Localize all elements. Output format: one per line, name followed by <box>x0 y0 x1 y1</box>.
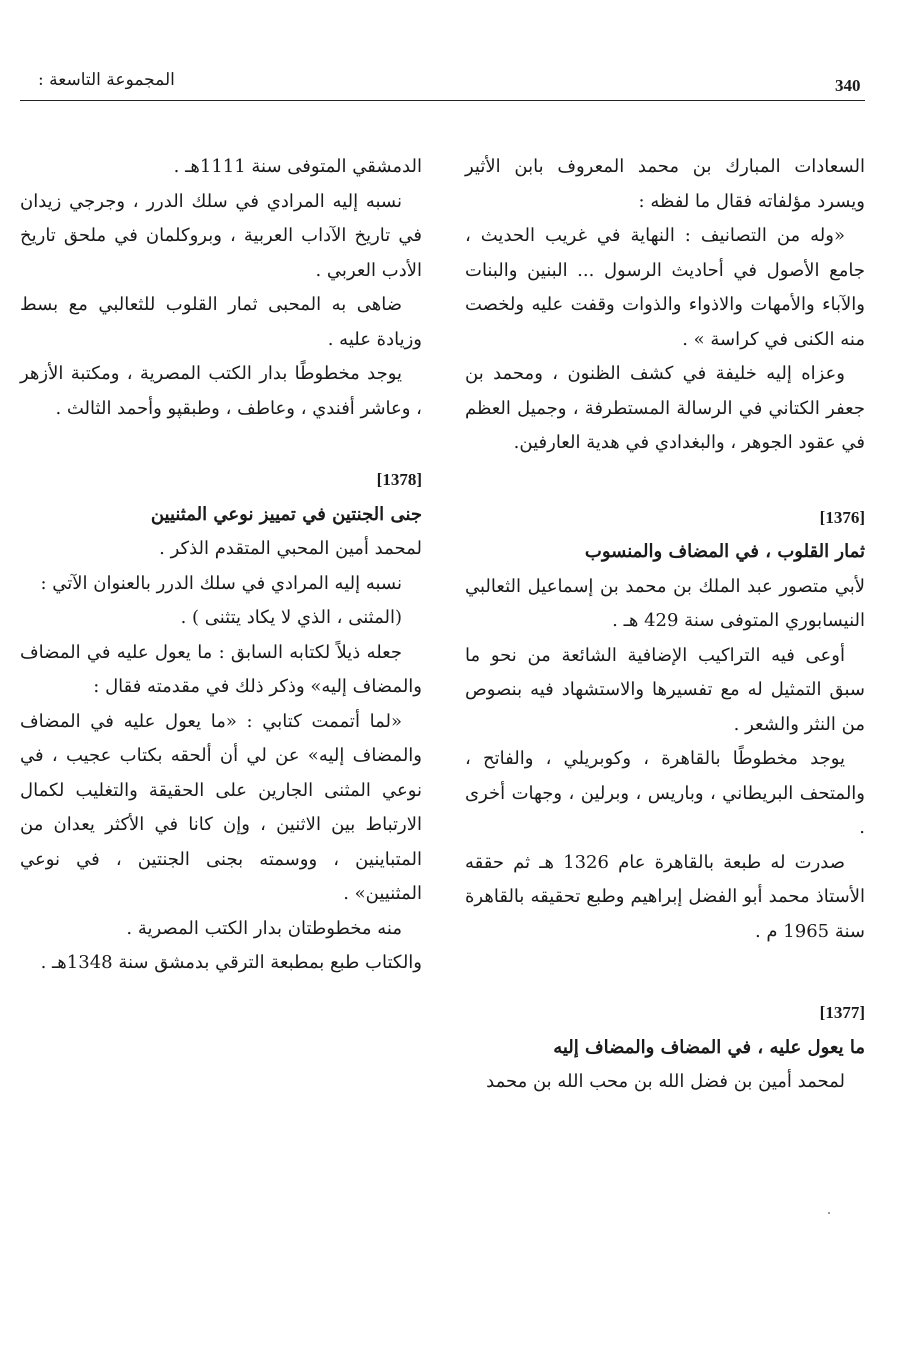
entry-1378-paragraph-7: والكتاب طبع بمطبعة الترقي بدمشق سنة 1348هـ . <box>40 952 422 973</box>
entry-1377-paragraph-1: لمحمد أمين بن فضل الله بن محب الله بن محمد <box>486 1071 845 1092</box>
entry-title-1378: جنى الجنتين في تمييز نوعي المثنيين <box>150 503 422 525</box>
page-header <box>20 60 865 101</box>
entry-number-1377: [1377] <box>819 1003 865 1022</box>
spacer <box>465 461 865 501</box>
entry-1376-paragraph-3: يوجد مخطوطًا بالقاهرة ، وكوبريلي ، والفاتح ، والمتحف البريطاني ، وباريس ، وبرلين ، وجهات أخرى . <box>465 748 865 838</box>
entry-1378-paragraph-3: (المثنى ، الذي لا يكاد يتثنى ) . <box>180 607 402 628</box>
continuation-paragraph-4: يوجد مخطوطًا بدار الكتب المصرية ، ومكتبة الأزهر ، وعاشر أفندي ، وعاطف ، وطبقپو وأحمد الثالث . <box>20 363 422 419</box>
entry-1376-paragraph-4: صدرت له طبعة بالقاهرة عام 1326 هـ ثم حققه الأستاذ محمد أبو الفضل إبراهيم وطبع تحقيقه بالقاهرة سنة 1965 م . <box>465 851 865 942</box>
running-title: المجموعة التاسعة : <box>38 70 175 90</box>
right-column <box>465 150 865 1100</box>
entry-number-1378: [1378] <box>376 470 422 489</box>
entry-1376-paragraph-1: لأبي متصور عبد الملك بن محمد بن إسماعيل الثعالبي النيسابوري المتوفى سنة 429 هـ . <box>465 575 865 631</box>
intro-paragraph-2: «وله من التصانيف : النهاية في غريب الحديث ، جامع الأصول في أحاديث الرسول ... البنين والبنات والآباء والأمهات والاذواء والذوات وقفت عليه ولخصت منه الكنى في كراسة » . <box>465 225 865 350</box>
entry-1378-paragraph-6: منه مخطوطتان بدار الكتب المصرية . <box>126 917 402 939</box>
entry-title-1377: ما يعول عليه ، في المضاف والمضاف إليه <box>553 1036 865 1058</box>
spacer <box>20 426 422 463</box>
continuation-paragraph-2: نسبه إليه المرادي في سلك الدرر ، وجرجي زيدان في تاريخ الآداب العربية ، وبروكلمان في ملحق تاريخ الأدب العربي . <box>20 190 422 281</box>
entry-number-1376: [1376] <box>819 507 865 527</box>
scan-speck <box>828 1212 830 1214</box>
entry-1376-paragraph-2: أوعى فيه التراكيب الإضافية الشائعة من نحو ما سبق التمثيل له مع تفسيرها والاستشهاد فيه بنصوص من النثر والشعر . <box>465 644 865 735</box>
entry-1378-paragraph-4: جعله ذيلاً لكتابه السابق : ما يعول عليه في المضاف والمضاف إليه» وذكر ذلك في مقدمته فقال : <box>20 641 422 697</box>
spacer <box>465 949 865 996</box>
continuation-paragraph-1: الدمشقي المتوفى سنة 1111هـ . <box>173 156 422 177</box>
entry-1378-paragraph-2: نسبه إليه المرادي في سلك الدرر بالعنوان الآتي : <box>40 572 402 594</box>
entry-1378-paragraph-1: لمحمد أمين المحبي المتقدم الذكر . <box>159 538 422 559</box>
intro-paragraph-1: السعادات المبارك بن محمد المعروف بابن الأثير ويسرد مؤلفاته فقال ما لفظه : <box>465 156 865 212</box>
intro-paragraph-3: وعزاه إليه خليفة في كشف الظنون ، ومحمد بن جعفر الكتاني في الرسالة المستطرفة ، وجميل العظم في عقود الجوهر ، والبغدادي في هدية العارفين. <box>465 363 865 453</box>
continuation-paragraph-3: ضاهى به المحبى ثمار القلوب للثعالبي مع بسط وزيادة عليه . <box>20 294 422 350</box>
entry-title-1376: ثمار القلوب ، في المضاف والمنسوب <box>584 541 865 562</box>
page-number: 340 <box>835 76 861 95</box>
entry-1378-paragraph-5: «لما أتممت كتابي : «ما يعول عليه في المضاف والمضاف إليه» عن لي أن ألحقه بكتاب عجيب ، في نوعي المثنى الجارين على الحقيقة والتغليب لكمال الارتباط بين الاثنين ، وإن كانا في الأكثر يعدان من المتباينين ، ووسمته بجنى الجنتين ، في نوعي المثنيين» . <box>20 710 422 904</box>
left-column <box>20 150 422 981</box>
